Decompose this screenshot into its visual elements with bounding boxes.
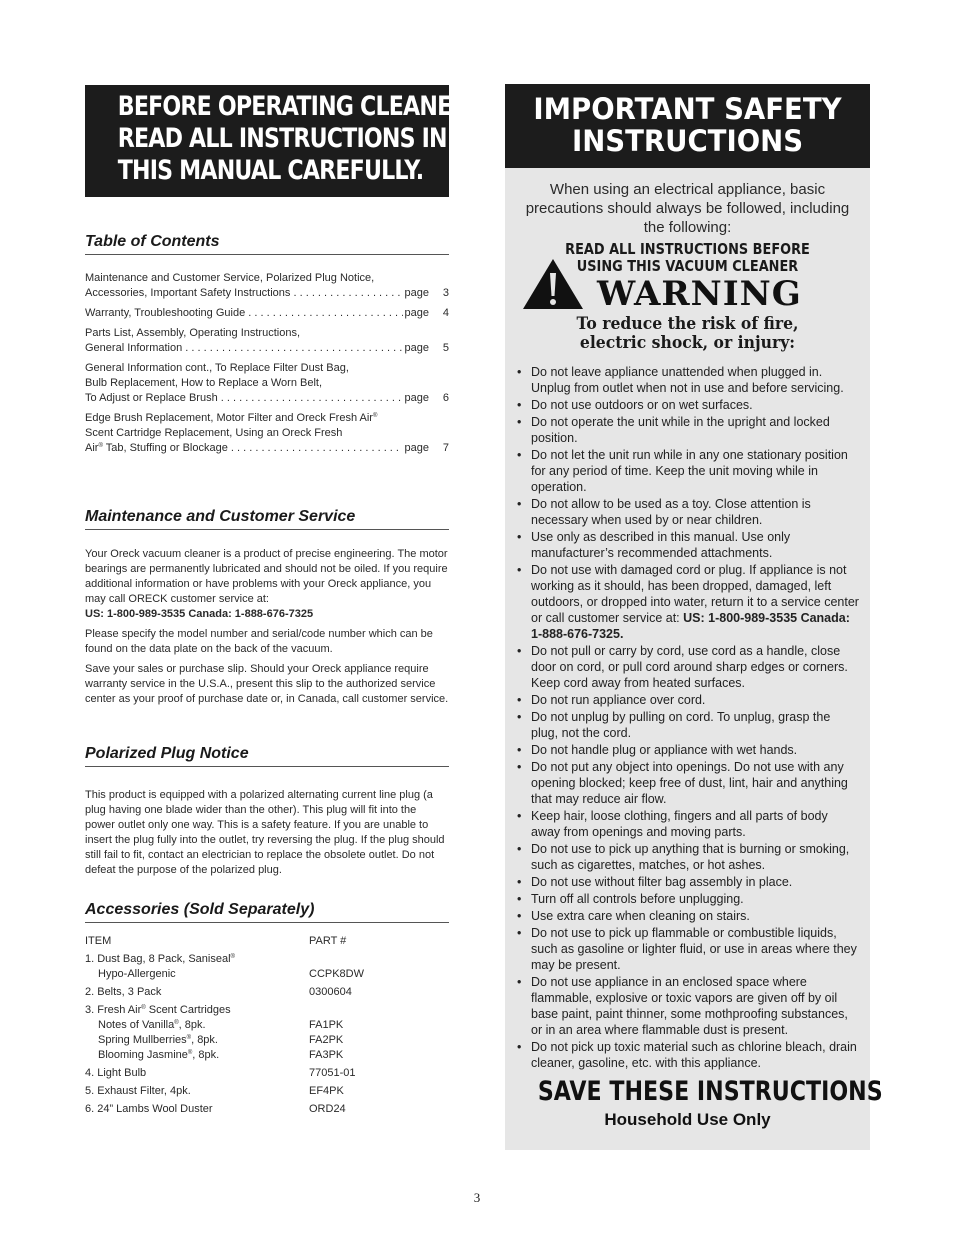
acc-part-number: 77051-01	[309, 1067, 356, 1079]
toc-line: Edge Brush Replacement, Motor Filter and Oreck Fresh Air	[85, 412, 373, 424]
acc-item-name-tail: , 8pk.	[178, 1019, 206, 1031]
toc-line: Bulb Replacement, How to Replace a Worn Belt,	[85, 377, 323, 389]
before-operating-banner	[85, 85, 476, 197]
registered-mark: ®	[141, 1005, 146, 1011]
banner-line: THIS MANUAL CAREFULLY.	[117, 155, 424, 186]
acc-item-name-tail: , 8pk.	[191, 1034, 218, 1046]
banner-line: BEFORE OPERATING CLEANER,	[117, 91, 476, 122]
table-row	[85, 1018, 449, 1033]
acc-part-number: FA1PK	[309, 1019, 344, 1031]
accessories-heading: Accessories (Sold Separately)	[85, 901, 449, 923]
read-all-instructions	[565, 241, 810, 275]
list-item: • Do not handle plug or appliance with wet hands.	[515, 742, 860, 758]
polarized-section	[85, 788, 449, 883]
table-row	[85, 952, 449, 967]
toc-page-word: page	[404, 442, 429, 454]
save-instructions-title: SAVE THESE INSTRUCTIONS	[537, 1076, 883, 1107]
registered-mark: ®	[372, 413, 378, 419]
list-item: • Do not use to pick up anything that is burning or smoking, such as cigarettes, matches, or hot ashes.	[515, 841, 860, 873]
toc-page-number: 3	[442, 287, 449, 299]
customer-service-phones: US: 1-800-989-3535 Canada: 1-888-676-7325	[85, 608, 314, 620]
list-item: • Use only as described in this manual. Use only manufacturer’s recommended attachments.	[515, 529, 860, 561]
warning-subtitle-line: electric shock, or injury:	[579, 333, 796, 353]
registered-mark: ®	[186, 1035, 192, 1041]
table-row	[85, 1048, 449, 1063]
accessories-table	[85, 934, 449, 1117]
toc-entry: Air	[85, 442, 99, 454]
list-item	[515, 562, 860, 642]
table-row	[85, 985, 449, 1000]
acc-part-number: EF4PK	[309, 1085, 344, 1097]
table-row	[85, 1084, 449, 1099]
acc-item-name: Spring Mullberries	[98, 1034, 187, 1046]
read-all-line: READ ALL INSTRUCTIONS BEFORE	[565, 240, 810, 258]
acc-item-name: Hypo-Allergenic	[98, 968, 176, 980]
toc-page-word: page	[404, 287, 429, 299]
toc-page-word: page	[404, 392, 429, 404]
list-item: • Use extra care when cleaning on stairs.	[515, 908, 860, 924]
acc-part-number: FA2PK	[309, 1034, 344, 1046]
acc-item-name: 3. Fresh Air	[85, 1004, 142, 1016]
toc-item	[85, 271, 449, 301]
registered-mark: ®	[174, 1020, 179, 1026]
acc-part-number: ORD24	[309, 1103, 346, 1115]
toc-entry: To Adjust or Replace Brush	[85, 392, 218, 404]
maintenance-heading: Maintenance and Customer Service	[85, 508, 449, 530]
toc-line: Maintenance and Customer Service, Polarized Plug Notice,	[85, 272, 375, 284]
toc-line: Parts List, Assembly, Operating Instructions,	[85, 327, 300, 339]
table-of-contents	[85, 271, 449, 461]
polarized-heading: Polarized Plug Notice	[85, 745, 449, 767]
list-item: • Do not operate the unit while in the upright and locked position.	[515, 414, 860, 446]
registered-mark: ®	[187, 1050, 193, 1056]
toc-entry: General Information	[85, 342, 183, 354]
registered-mark: ®	[230, 954, 235, 960]
list-item: • Do not allow to be used as a toy. Close attention is necessary when used by or near children.	[515, 496, 860, 528]
acc-item-name: 4. Light Bulb	[85, 1067, 147, 1079]
toc-page-number: 5	[442, 342, 449, 354]
toc-heading: Table of Contents	[85, 233, 449, 255]
list-item: • Do not put any object into openings. Do not use with any opening blocked; keep free of dust, lint, hair and anything that may reduce air flow.	[515, 759, 860, 807]
toc-page-word: page	[404, 307, 429, 319]
toc-entry: Warranty, Troubleshooting Guide	[85, 307, 246, 319]
table-row	[85, 967, 449, 982]
toc-item	[85, 326, 449, 356]
safety-rules-list	[515, 364, 860, 1072]
safety-instructions-panel	[505, 84, 883, 1150]
toc-line: General Information cont., To Replace Filter Dust Bag,	[85, 362, 349, 374]
acc-item-name: 5. Exhaust Filter, 4pk.	[85, 1085, 191, 1097]
table-row	[85, 1102, 449, 1117]
banner-line: READ ALL INSTRUCTIONS IN	[117, 123, 447, 154]
rule-text: Do not use with damaged cord or plug. If appliance is not working as it should, has been dropped, damaged, left outdoors, or dropped into water, return it to a service center or call customer service at:	[531, 563, 859, 625]
list-item: • Do not unplug by pulling on cord. To unplug, grasp the plug, not the cord.	[515, 709, 860, 741]
toc-page-number: 4	[442, 307, 449, 319]
safety-intro: When using an electrical appliance, basic precautions should always be followed, including the following:	[525, 181, 850, 236]
acc-item-name: 2. Belts, 3 Pack	[85, 986, 162, 998]
acc-part-number: CCPK8DW	[309, 968, 365, 980]
registered-mark: ®	[98, 443, 103, 449]
warning-triangle-icon	[521, 257, 585, 311]
table-row	[85, 1033, 449, 1048]
acc-item-name: Blooming Jasmine	[98, 1049, 188, 1061]
important-safety-banner	[505, 84, 870, 168]
list-item: • Do not pick up toxic material such as chlorine bleach, drain cleaner, gasoline, etc. with this appliance.	[515, 1039, 860, 1071]
list-item: • Turn off all controls before unplugging.	[515, 891, 860, 907]
rule-phones: US: 1-800-989-3535 Canada: 1-888-676-7325.	[531, 611, 850, 641]
banner-line: IMPORTANT SAFETY	[533, 92, 842, 126]
maintenance-paragraph: Please specify the model number and serial/code number which can be found on the data plate on the back of the vacuum.	[85, 628, 433, 655]
toc-entry-tail: Tab, Stuffing or Blockage	[102, 442, 228, 454]
list-item: • Do not use to pick up flammable or combustible liquids, such as gasoline or lighter fluid, or use in areas where they may be present.	[515, 925, 860, 973]
toc-entry: Accessories, Important Safety Instructions	[85, 287, 291, 299]
acc-item-name: 6. 24” Lambs Wool Duster	[85, 1103, 213, 1115]
list-item: • Do not run appliance over cord.	[515, 692, 860, 708]
maintenance-section	[85, 547, 449, 712]
toc-item	[85, 306, 449, 321]
list-item: • Do not pull or carry by cord, use cord as a handle, close door on cord, or pull cord around sharp edges or corners. Keep cord away from heated surfaces.	[515, 643, 860, 691]
maintenance-paragraph: Save your sales or purchase slip. Should your Oreck appliance require warranty service in the U.S.A., present this slip to the authorized service center as your proof of purchase date or, in Canada, call customer service.	[85, 663, 449, 705]
list-item: • Do not let the unit run while in any one stationary position for any period of time. Keep the unit moving while in operation.	[515, 447, 860, 495]
acc-item-name: 1. Dust Bag, 8 Pack, Saniseal	[85, 953, 231, 965]
warning-title: WARNING	[597, 274, 802, 314]
table-row	[85, 1066, 449, 1081]
acc-part-number: 0300604	[309, 986, 352, 998]
toc-page-number: 7	[442, 442, 449, 454]
list-item: • Keep hair, loose clothing, fingers and all parts of body away from openings and moving parts.	[515, 808, 860, 840]
maintenance-paragraph: Your Oreck vacuum cleaner is a product of precise engineering. The motor bearings are permanently lubricated and should not be oiled. If you require additional information or have problems with your Oreck appliance, you may call ORECK customer service at:	[85, 548, 448, 605]
household-use-only: Household Use Only	[604, 1110, 771, 1129]
acc-item-name-tail: Scent Cartridges	[145, 1004, 231, 1016]
list-item: • Do not use appliance in an enclosed space where flammable, explosive or toxic vapors are given off by oil base paint, paint thinner, some mothproofing substances, or in an area where flammable dust is present.	[515, 974, 860, 1038]
toc-item	[85, 411, 449, 456]
acc-item-name-tail: , 8pk.	[192, 1049, 220, 1061]
banner-line: INSTRUCTIONS	[571, 124, 804, 158]
acc-part-number: FA3PK	[309, 1049, 344, 1061]
page-number: 3	[473, 1190, 481, 1205]
toc-page-number: 6	[442, 392, 449, 404]
table-header	[85, 934, 449, 949]
list-item: • Do not leave appliance unattended when plugged in. Unplug from outlet when not in use and before servicing.	[515, 364, 860, 396]
toc-page-word: page	[404, 342, 429, 354]
table-row	[85, 1003, 449, 1018]
toc-line: Scent Cartridge Replacement, Using an Oreck Fresh	[85, 427, 343, 439]
col-part: PART #	[309, 935, 347, 947]
warning-subtitle-line: To reduce the risk of fire,	[576, 314, 799, 334]
warning-subtitle	[556, 315, 818, 353]
col-item: ITEM	[85, 935, 112, 947]
polarized-paragraph: This product is equipped with a polarized alternating current line plug (a plug having one blade wider than the other). This plug will fit into the power outlet only one way. This is a safety feature. If you are unable to insert the plug fully into the outlet, try reversing the plug. If the plug should still fail to fit, contact an electrician to replace the obsolete outlet. Do not defeat the purpose of the polarized plug.	[85, 789, 445, 876]
acc-item-name: Notes of Vanilla	[98, 1019, 175, 1031]
toc-item	[85, 361, 449, 406]
list-item: • Do not use outdoors or on wet surfaces.	[515, 397, 860, 413]
read-all-line: USING THIS VACUUM CLEANER	[576, 257, 799, 275]
list-item: • Do not use without filter bag assembly in place.	[515, 874, 860, 890]
